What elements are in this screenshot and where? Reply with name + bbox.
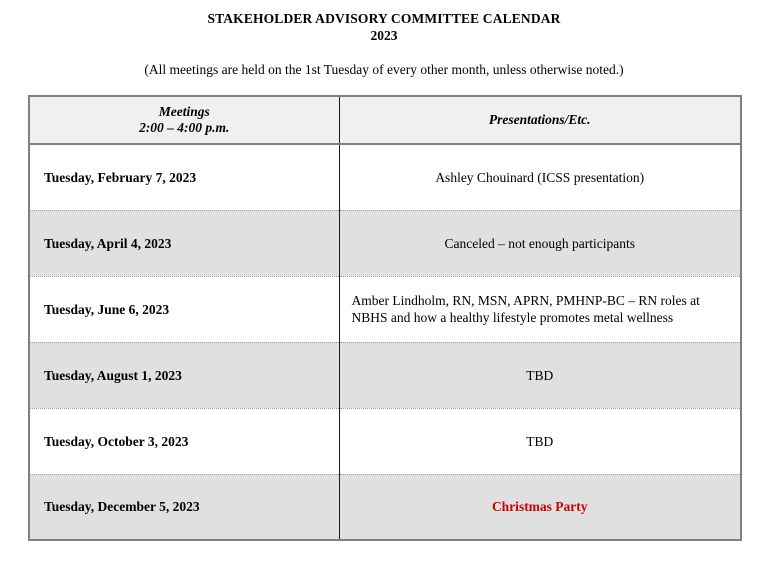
presentation-cell: TBD: [339, 342, 741, 408]
page-title: STAKEHOLDER ADVISORY COMMITTEE CALENDAR: [207, 11, 561, 26]
presentation-cell: [339, 474, 741, 540]
table-row: [29, 474, 741, 540]
meeting-date-cell: Tuesday, February 7, 2023: [29, 144, 339, 210]
document-heading: [0, 0, 768, 78]
table-body: [29, 144, 741, 540]
table-row: [29, 144, 741, 210]
meeting-date-cell: Tuesday, August 1, 2023: [29, 342, 339, 408]
presentation-cell: Ashley Chouinard (ICSS presentation): [339, 144, 741, 210]
presentation-cell: Amber Lindholm, RN, MSN, APRN, PMHNP-BC – RN roles at NBHS and how a healthy lifestyle promotes metal wellness: [339, 276, 741, 342]
table-header-row: [29, 96, 741, 144]
column-header-meetings-time: 2:00 – 4:00 p.m.: [139, 120, 230, 135]
presentation-highlight-text: Christmas Party: [491, 499, 588, 515]
table-row: [29, 276, 741, 342]
meeting-date-cell: Tuesday, June 6, 2023: [29, 276, 339, 342]
table-row: [29, 342, 741, 408]
presentation-cell: TBD: [339, 408, 741, 474]
column-header-presentations: [339, 96, 741, 144]
table-header: [29, 96, 741, 144]
column-header-meetings-title: Meetings: [158, 104, 210, 119]
meeting-date-cell: Tuesday, October 3, 2023: [29, 408, 339, 474]
table-row: [29, 210, 741, 276]
column-header-meetings: [29, 96, 339, 144]
meeting-schedule-note: (All meetings are held on the 1st Tuesday of every other month, unless otherwise noted.): [144, 62, 624, 77]
column-header-presentations-label: Presentations/Etc.: [488, 112, 591, 127]
page-title-year: 2023: [370, 28, 398, 43]
meeting-date-cell: Tuesday, December 5, 2023: [29, 474, 339, 540]
calendar-table-container: [28, 95, 740, 541]
presentation-cell: Canceled – not enough participants: [339, 210, 741, 276]
table-row: [29, 408, 741, 474]
calendar-table: [28, 95, 742, 541]
meeting-date-cell: Tuesday, April 4, 2023: [29, 210, 339, 276]
